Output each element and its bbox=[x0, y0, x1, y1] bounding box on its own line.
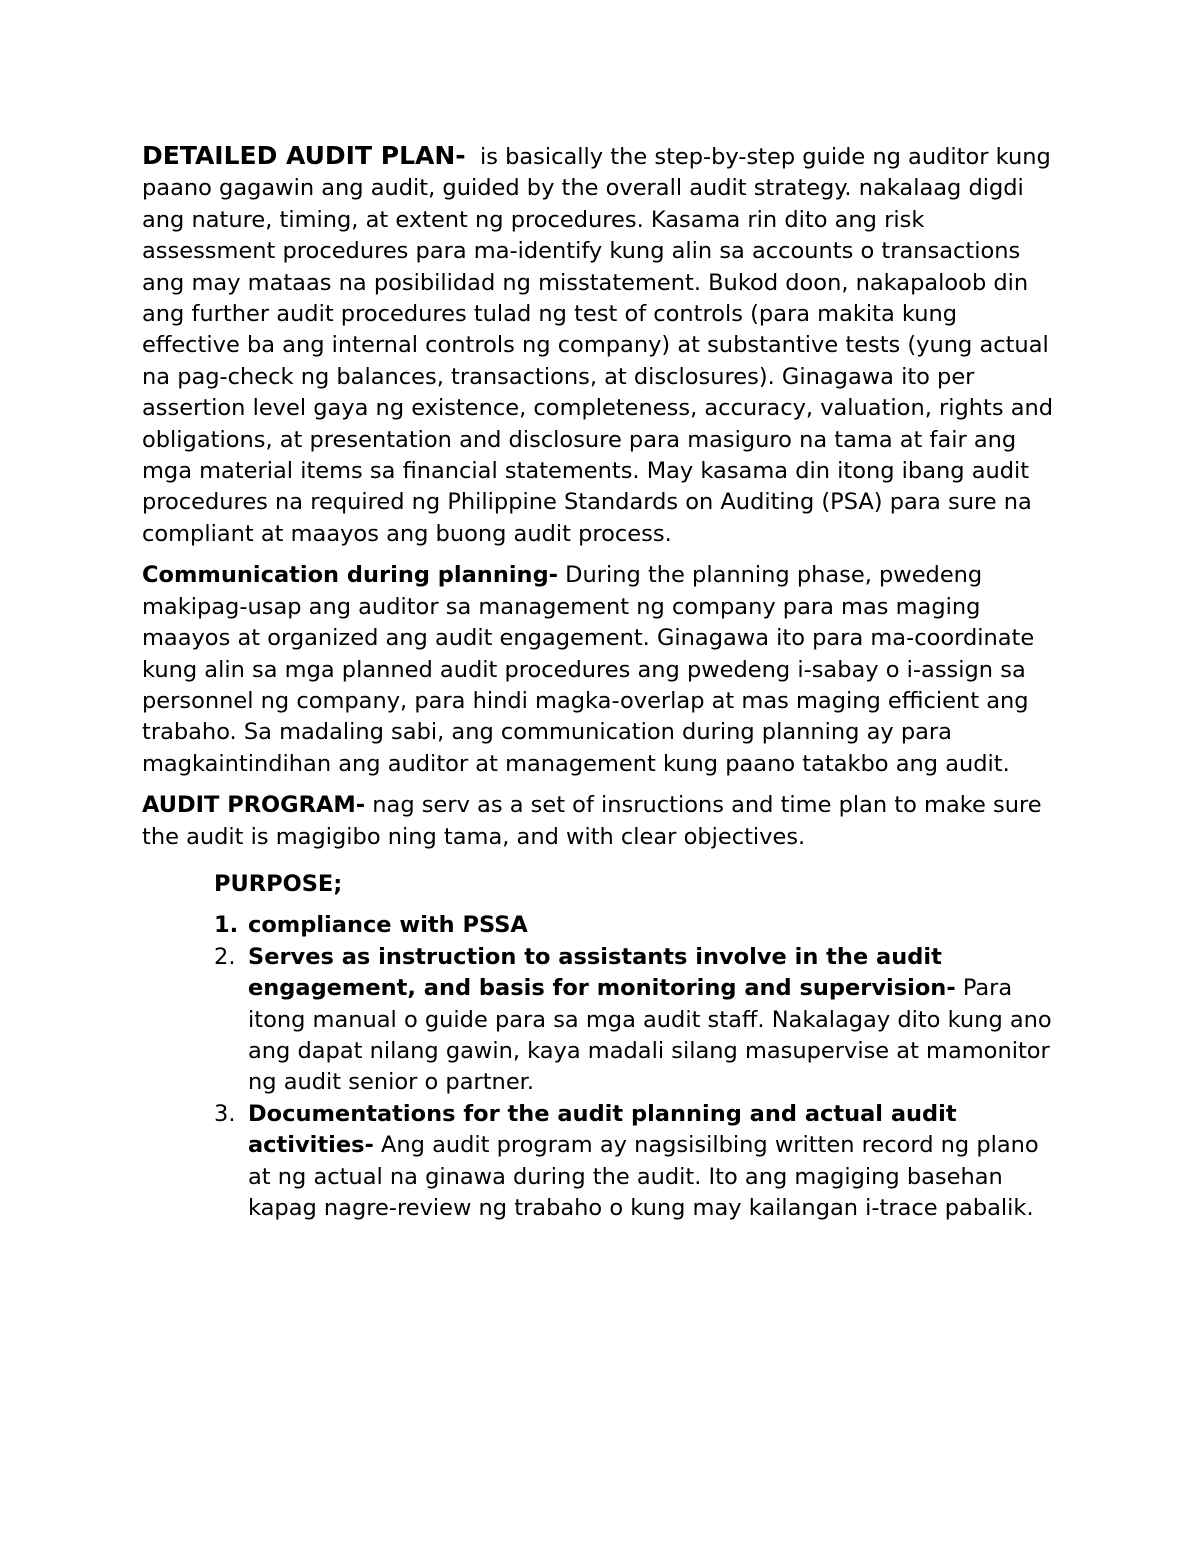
audit-program-paragraph bbox=[142, 790, 1062, 853]
list-item-number: 2. bbox=[214, 943, 236, 970]
communication-planning-body: During the planning phase, pwedeng makipag-usap ang auditor sa management ng company para mas maging maayos at organized ang audit engagement. Ginagawa ito para ma-coordinate kung alin sa mga planned audit procedures ang pwedeng i-sabay o i-assign sa personnel ng company, para hindi magka-overlap at mas maging efficient ang trabaho. Sa madaling sabi, ang communication during planning ay para magkaintindihan ang auditor at management kung paano tatakbo ang audit. bbox=[142, 562, 1035, 777]
document-page bbox=[142, 140, 1062, 1224]
list-item bbox=[142, 942, 1062, 1099]
communication-planning-paragraph bbox=[142, 560, 1062, 780]
list-item-bold-text: compliance with PSSA bbox=[248, 912, 528, 939]
list-item-number: 1. bbox=[214, 912, 239, 939]
list-item-number: 3. bbox=[214, 1100, 236, 1127]
detailed-audit-plan-paragraph bbox=[142, 140, 1062, 550]
detailed-audit-plan-heading: DETAILED AUDIT PLAN- bbox=[142, 141, 466, 170]
list-item-text: Ang audit program ay nagsisilbing written record ng plano at ng actual na ginawa during the audit. Ito ang magiging basehan kapag nagre-review ng trabaho o kung may kailangan i-trace pabalik. bbox=[248, 1132, 1039, 1221]
purpose-heading: PURPOSE; bbox=[214, 870, 343, 897]
list-item-bold-text: Serves as instruction to assistants involve in the audit engagement, and basis for monitoring and supervision- bbox=[248, 943, 956, 1002]
list-item bbox=[142, 1099, 1062, 1225]
list-item-bold-text: Documentations for the audit planning and actual audit activities- bbox=[248, 1100, 957, 1159]
list-item-text: Para itong manual o guide para sa mga audit staff. Nakalagay dito kung ano ang dapat nilang gawin, kaya madali silang masupervise at mamonitor ng audit senior o partner. bbox=[248, 975, 1052, 1096]
list-item bbox=[142, 910, 1062, 941]
detailed-audit-plan-body: is basically the step-by-step guide ng auditor kung paano gagawin ang audit, guided by the overall audit strategy. nakalaag digdi ang nature, timing, at extent ng procedures. Kasama rin dito ang risk assessment procedures para ma-identify kung alin sa accounts o transactions ang may mataas na posibilidad ng misstatement. Bukod doon, nakapaloob din ang further audit procedures tulad ng test of controls (para makita kung effective ba ang internal controls ng company) at substantive tests (yung actual na pag-check ng balances, transactions, at disclosures). Ginagawa ito per assertion level gaya ng existence, completeness, accuracy, valuation, rights and obligations, at presentation and disclosure para masiguro na tama at fair ang mga material items sa financial statements. May kasama din itong ibang audit procedures na required ng Philippine Standards on Auditing (PSA) para sure na compliant at maayos ang buong audit process. bbox=[142, 144, 1054, 547]
audit-program-body: nag serv as a set of insructions and time plan to make sure the audit is magigibo ning tama, and with clear objectives. bbox=[142, 792, 1042, 850]
purpose-list bbox=[142, 910, 1062, 1224]
communication-planning-heading: Communication during planning- bbox=[142, 562, 559, 589]
audit-program-heading: AUDIT PROGRAM- bbox=[142, 792, 366, 819]
